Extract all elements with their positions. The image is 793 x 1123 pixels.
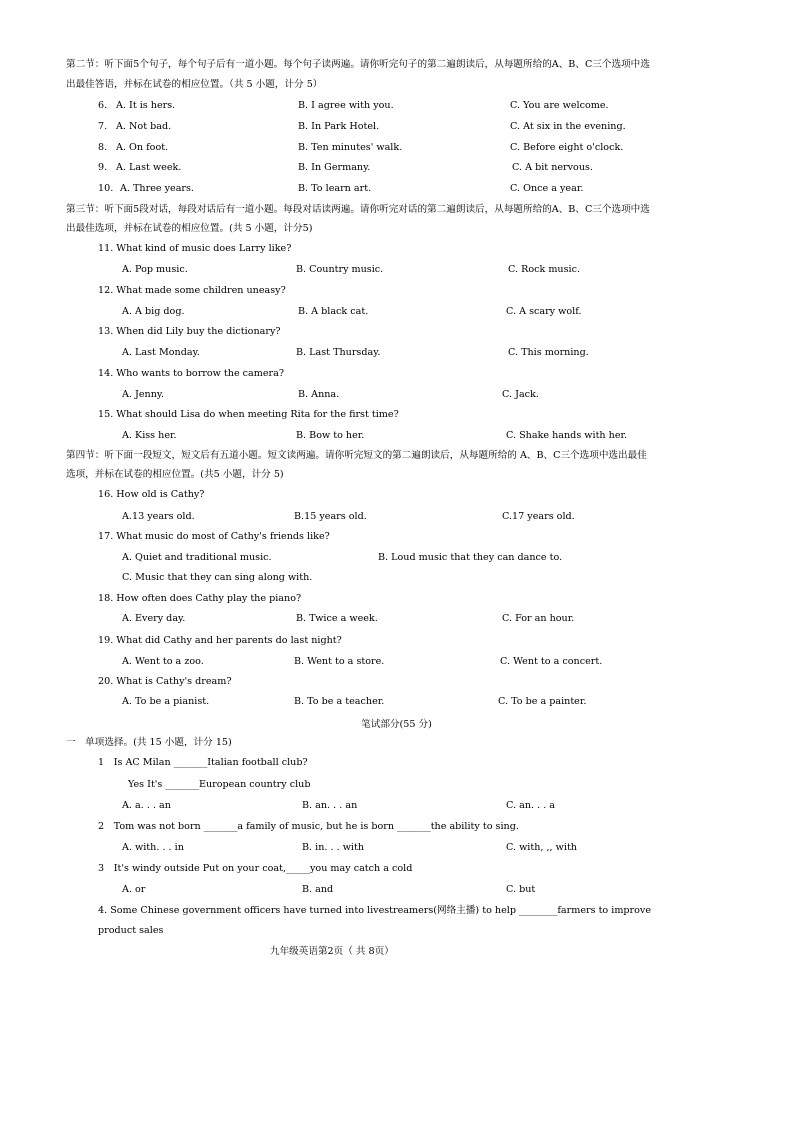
option-c: C. A bit nervous. [512, 162, 593, 173]
option-c: C.17 years old. [502, 511, 575, 522]
option-c: C. an. . . a [506, 800, 556, 811]
page-footer: 九年级英语第2页（ 共 8页） [270, 946, 394, 957]
option-c: C. but [506, 884, 536, 895]
option-c: C. At six in the evening. [510, 121, 626, 132]
part2-intro-line2: 出最佳答语，并标在试卷的相应位置。（共 5 小题，计分 5） [66, 79, 323, 90]
question-13: 13. When did Lily buy the dictionary? [98, 326, 281, 337]
written-question-2: 2 Tom was not born _______a family of music, but he is born _______the ability to sing. [98, 821, 519, 832]
option-b: B. In Park Hotel. [298, 121, 380, 132]
item-number: 9. [98, 162, 108, 173]
option-a: A. Three years. [120, 183, 194, 194]
option-a: A. On foot. [116, 142, 169, 153]
option-c: C. You are welcome. [510, 100, 609, 111]
option-c: C. For an hour. [502, 613, 575, 624]
option-b: B. an. . . an [302, 800, 358, 811]
option-c: C. with, ,, with [506, 842, 577, 853]
written-question-4-cont: product sales [98, 925, 164, 936]
question-12: 12. What made some children uneasy? [98, 285, 286, 296]
part4-intro-line1: 第四节：听下面一段短文，短文后有五道小题。短文读两遍。请你听完短文的第二遍朗读后，从每题所给的 A、B、C三个选项中选出最佳 [66, 450, 647, 461]
option-a: A. Last Monday. [122, 347, 200, 358]
option-b: B. To learn art. [298, 183, 372, 194]
question-19: 19. What did Cathy and her parents do last night? [98, 635, 342, 646]
option-c: C. A scary wolf. [506, 306, 582, 317]
option-a: A. Jenny. [122, 389, 165, 400]
option-c: C. Once a year. [510, 183, 584, 194]
part2-intro-line1: 第二节：听下面5个句子，每个句子后有一道小题。每个句子读两遍。请你听完句子的第二遍朗读后，从每题所给的A、B、C三个选项中选 [66, 59, 650, 70]
option-b: B. Country music. [296, 264, 384, 275]
option-c: C. Went to a concert. [500, 656, 603, 667]
option-a: A. It is hers. [116, 100, 176, 111]
option-c: C. Shake hands with her. [506, 430, 628, 441]
option-c: C. Music that they can sing along with. [122, 572, 313, 583]
option-c: C. Before eight o'clock. [510, 142, 624, 153]
question-16: 16. How old is Cathy? [98, 489, 205, 500]
option-a: A. Pop music. [122, 264, 188, 275]
option-b: B. I agree with you. [298, 100, 394, 111]
option-c: C. Jack. [502, 389, 539, 400]
item-number: 10. [98, 183, 114, 194]
option-b: B. Anna. [298, 389, 340, 400]
option-a: A. A big dog. [122, 306, 185, 317]
question-20: 20. What is Cathy's dream? [98, 676, 232, 687]
part3-intro-line2: 出最佳选项，并标在试卷的相应位置。(共 5 小题，计分5) [66, 223, 313, 234]
option-c: C. This morning. [508, 347, 589, 358]
option-b: B. To be a teacher. [294, 696, 385, 707]
written-question-1: 1 Is AC Milan _______Italian football club? [98, 757, 308, 768]
option-a: A. Went to a zoo. [122, 656, 204, 667]
written-question-4: 4. Some Chinese government officers have turned into livestreamers(网络主播) to help ________farmers to improve [98, 905, 652, 916]
option-c: C. To be a painter. [498, 696, 587, 707]
option-b: B. Twice a week. [296, 613, 378, 624]
option-b: B. Went to a store. [294, 656, 385, 667]
question-11: 11. What kind of music does Larry like? [98, 243, 292, 254]
item-number: 8. [98, 142, 108, 153]
written-question-3: 3 It's windy outside Put on your coat,_____you may catch a cold [98, 863, 413, 874]
question-14: 14. Who wants to borrow the camera? [98, 368, 284, 379]
option-a: A. To be a pianist. [122, 696, 210, 707]
option-b: B. in. . . with [302, 842, 365, 853]
question-18: 18. How often does Cathy play the piano? [98, 593, 302, 604]
option-b: B. Last Thursday. [296, 347, 381, 358]
written-question-1-reply: Yes It's _______European country club [128, 779, 311, 790]
item-number: 6. [98, 100, 108, 111]
option-a: A. with. . . in [122, 842, 184, 853]
option-c: C. Rock music. [508, 264, 581, 275]
option-b: B.15 years old. [294, 511, 367, 522]
option-b: B. In Germany. [298, 162, 371, 173]
option-b: B. A black cat. [298, 306, 369, 317]
option-a: A. or [122, 884, 146, 895]
option-a: A. Kiss her. [122, 430, 177, 441]
part3-intro-line1: 第三节：听下面5段对话，每段对话后有一道小题。每段对话读两遍。请你听完对话的第二遍朗读后，从每题所给的A、B、C三个选项中选 [66, 204, 650, 215]
option-b: B. and [302, 884, 334, 895]
option-a: A. Last week. [116, 162, 182, 173]
written-section-heading: 一 单项选择。(共 15 小题，计分 15) [66, 737, 232, 748]
part4-intro-line2: 选项，并标在试卷的相应位置。(共5 小题，计分 5) [66, 469, 284, 480]
question-15: 15. What should Lisa do when meeting Rita for the first time? [98, 409, 399, 420]
option-a: A. a. . . an [122, 800, 171, 811]
option-b: B. Bow to her. [296, 430, 365, 441]
question-17: 17. What music do most of Cathy's friends like? [98, 531, 330, 542]
item-number: 7. [98, 121, 108, 132]
option-a: A. Every day. [122, 613, 186, 624]
option-b: B. Ten minutes' walk. [298, 142, 403, 153]
option-a: A.13 years old. [122, 511, 195, 522]
written-part-title: 笔试部分(55 分) [361, 719, 432, 730]
option-b: B. Loud music that they can dance to. [378, 552, 563, 563]
option-a: A. Quiet and traditional music. [122, 552, 272, 563]
option-a: A. Not bad. [116, 121, 172, 132]
